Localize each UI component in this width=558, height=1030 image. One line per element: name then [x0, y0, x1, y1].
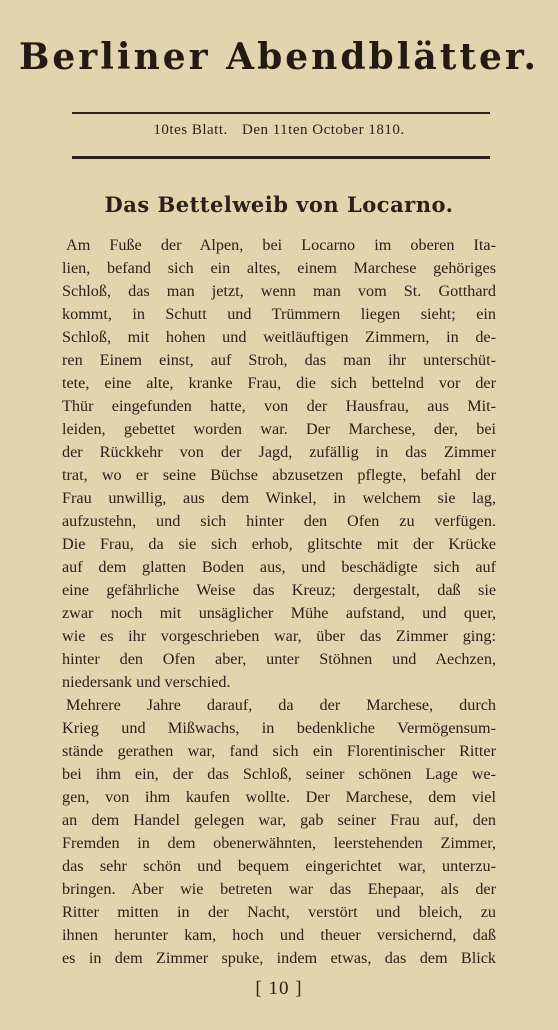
article-title: Das Bettelweib von Locarno.	[104, 192, 454, 217]
text-line: Ritter mitten in der Nacht, verstört und bleich, zu	[62, 903, 496, 921]
text-line: Mehrere Jahre darauf, da der Marchese, durch	[66, 696, 496, 714]
text-line: bei ihm ein, der das Schloß, seiner schönen Lage we-	[62, 765, 496, 783]
text-line: trat, wo er seine Büchse abzusetzen pflegte, befahl der	[62, 466, 496, 484]
issue-sheet: 10tes Blatt.	[153, 122, 228, 138]
text-line: Schloß, das man jetzt, wenn man vom St. Gotthard	[62, 282, 496, 300]
page-number: [ 10 ]	[255, 978, 303, 999]
issue-line	[0, 122, 558, 139]
text-line: zwar noch mit unsäglicher Mühe aufstand, und quer,	[62, 604, 496, 622]
text-line: wie es ihr vorgeschrieben war, über das Zimmer ging:	[62, 627, 496, 645]
text-line: leiden, gebettet worden war. Der Marchese, der, bei	[62, 420, 496, 438]
text-line: Schloß, mit hohen und weitläuftigen Zimmern, in de-	[62, 328, 496, 346]
text-line: ren Einem einst, auf Stroh, das man ihr unterschüt-	[62, 351, 496, 369]
text-line: lien, befand sich ein altes, einem Marchese gehöriges	[62, 259, 496, 277]
text-line: Die Frau, da sie sich erhob, glitschte mit der Krücke	[62, 535, 496, 553]
text-line: Thür eingefunden hatte, von der Hausfrau, aus Mit-	[62, 397, 496, 415]
masthead: Berliner Abendblätter.	[18, 36, 540, 78]
text-line: Fremden in dem obenerwähnten, leerstehenden Zimmer,	[62, 834, 496, 852]
text-line: ihnen herunter kam, hoch und theuer versichernd, daß	[62, 926, 496, 944]
text-line: Am Fuße der Alpen, bei Locarno im oberen Ita-	[66, 236, 496, 254]
text-line: bringen. Aber wie betreten war das Ehepaar, als der	[62, 880, 496, 898]
text-line: auf dem glatten Boden aus, und beschädigte sich auf	[62, 558, 496, 576]
text-line: kommt, in Schutt und Trümmern liegen sieht; ein	[62, 305, 496, 323]
issue-date: Den 11ten October 1810.	[242, 122, 405, 138]
header-rule-bottom	[72, 156, 490, 159]
header-rule-top	[72, 112, 490, 114]
text-line: der Rückkehr von der Jagd, zufällig in das Zimmer	[62, 443, 496, 461]
text-line: eine gefährliche Weise das Kreuz; dergestalt, daß sie	[62, 581, 496, 599]
text-line: aufzustehn, und sich hinter den Ofen zu verfügen.	[62, 512, 496, 530]
text-line: gen, von ihm kaufen wollte. Der Marchese, dem viel	[62, 788, 496, 806]
text-line: Krieg und Mißwachs, in bedenkliche Vermögensum-	[62, 719, 496, 737]
text-line: stände gerathen war, fand sich ein Florentinischer Ritter	[62, 742, 496, 760]
text-line: tete, eine alte, kranke Frau, die sich bettelnd vor der	[62, 374, 496, 392]
text-line: niedersank und verschied.	[62, 673, 231, 691]
text-line: es in dem Zimmer spuke, indem etwas, das dem Blick	[62, 949, 496, 967]
text-line: an dem Handel gelegen war, gab seiner Frau auf, den	[62, 811, 496, 829]
text-line: Frau unwillig, aus dem Winkel, in welchem sie lag,	[62, 489, 496, 507]
text-line: hinter den Ofen aber, unter Stöhnen und Aechzen,	[62, 650, 496, 668]
text-line: das sehr schön und bequem eingerichtet war, unterzu-	[62, 857, 496, 875]
